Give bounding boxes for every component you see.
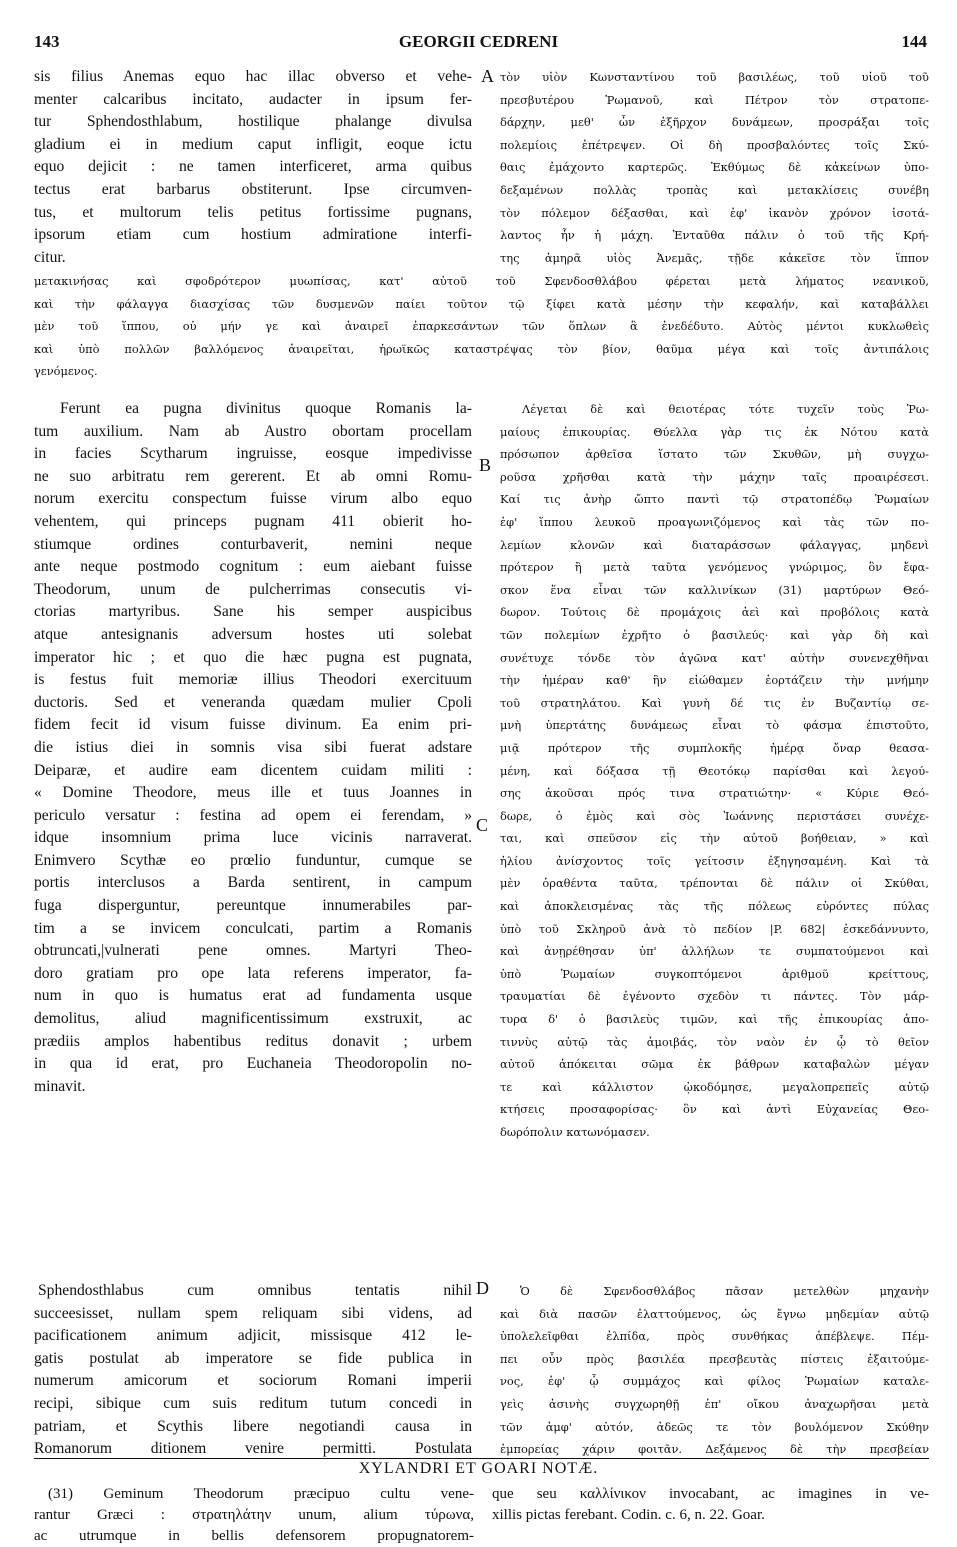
note-line: (31) Geminum Theodorum præcipuo cultu vene- <box>48 1486 474 1502</box>
greek-line: της ἀμηρᾶ υἱὸς Ἀνεμᾶς, τῇδε κἀκεῖσε τὸν ἵππον <box>500 250 929 265</box>
greek-line: τυρα δ' ὁ βασιλεὺς τιμῶν, καὶ τῆς ἐπικουρίας ἀπο- <box>500 1012 929 1027</box>
latin-line: equo dejicit : ne tamen interficeret, arma quibus <box>34 158 472 176</box>
latin-line: tus, et multorum telis petitus fortissime pugnans, <box>34 203 472 221</box>
greek-line: ὑπολελεῖφθαι ἐλπίδα, πρὸς συνθήκας ἀπέβλεψε. Πέμ- <box>500 1329 929 1344</box>
latin-line: succeesisset, nullam spem reliquam sibi videns, ad <box>34 1304 472 1322</box>
latin-line: gatis postulat ab imperatore se fide publica in <box>34 1349 472 1367</box>
latin-line: vehentem, qui princeps pugnam 411 obierit ho- <box>34 512 472 530</box>
greek-line: καὶ διὰ πασῶν ἐλαττούμενος, ὡς ἔγνω μηδεμίαν αὐτῷ <box>500 1306 929 1321</box>
greek-full-line: καὶ ὑπὸ πολλῶν βαλλόμενος ἀναιρεῖται, ἡρωϊκῶς καταστρέψας τὸν βίον, θαῦμα μέγα καὶ τοῖς ἀντιπάλοις <box>34 341 929 356</box>
middle-greek-column <box>500 398 929 1144</box>
latin-line: numerum amicorum et sociorum Romani imperii <box>34 1372 472 1390</box>
latin-line: fidem fecit id visum fuisse divinum. Ea enim pri- <box>34 716 472 734</box>
greek-line: θαις ἐμάχοντο καρτερῶς. Ἐκθύμως δὲ κἀκείνων ὑπο- <box>500 160 929 175</box>
notes-rule <box>34 1458 929 1459</box>
margin-marker-c: C <box>476 815 489 835</box>
latin-line: Deiparæ, et audire eam dicentem cuidam militi : <box>34 761 472 779</box>
latin-line: ante neque postmodo cognitum : eum aiebant fuisse <box>34 558 472 576</box>
greek-line: νος, ἐφ' ᾧ συμμάχος καὶ φίλος Ῥωμαίων καταλε- <box>500 1374 929 1389</box>
greek-line: τῶν πολεμίων ἐχρῆτο ὁ βασιλεύς· καὶ γὰρ δὴ καὶ <box>500 627 929 642</box>
latin-line: Ferunt ea pugna divinitus quoque Romanis la- <box>60 400 472 417</box>
latin-line: die istius diei in somnis visa sibi fuerat adstare <box>34 738 472 756</box>
greek-line: μνὴ ὑπερτάτης δυνάμεως εἶναι τὸ φάσμα ἐπιστοῦτο, <box>500 718 929 733</box>
latin-line: citur. <box>34 248 66 266</box>
latin-line: tectus erat barbarus obstiterunt. Ipse circumven- <box>34 180 472 198</box>
greek-line: ὑπὸ τοῦ Σκληροῦ ἀνὰ τὸ πεδίον |P. 682| ἐσκεδάννυντο, <box>500 921 929 936</box>
top-latin-column <box>34 66 472 269</box>
greek-line: τοῦ στρατηλάτου. Καὶ γυνὴ δέ τις ἐν Βυζαντίῳ σε- <box>500 695 929 710</box>
greek-line: τε καὶ κάλλιστον ᾠκοδόμησε, μεγαλοπρεπεῖς αὐτῷ <box>500 1079 929 1094</box>
notes-title: XYLANDRI ET GOARI NOTÆ. <box>358 1460 599 1477</box>
latin-line: Romanorum ditionem venire permitti. Postulata <box>34 1440 472 1458</box>
greek-line: λαντος ἦν ἡ μάχη. Ἐνταῦθα πάλιν ὁ τοῦ τῆς Κρή- <box>500 228 929 243</box>
greek-line: πει οὖν πρὸς βασιλέα πρεσβευτὰς πίστεις ἐξαιτούμε- <box>500 1351 929 1366</box>
greek-line: μὲν ὁραθέντα ταῦτα, τρέπονται δὲ πάλιν οἱ Σκύθαι, <box>500 876 929 891</box>
middle-latin-column <box>34 398 472 1098</box>
greek-line: γεὶς ἀσινὴς συγχωρηθῇ ἐπ' οἴκου ἀναχωρῆσαι μετὰ <box>500 1396 929 1411</box>
note-line: rantur Græci : στρατηλάτην unum, alium τύρωνα, <box>34 1507 474 1523</box>
greek-line: ἡλίου ἀνίσχοντος τοῖς γείτοσιν ἐξηγησαμένη. Καὶ τὰ <box>500 853 929 868</box>
latin-line: demolitus, aliud magnificentissimum exstruxit, ac <box>34 1010 472 1028</box>
latin-line: obtruncati,|vulnerati pene omnes. Martyri Theo- <box>34 942 472 960</box>
greek-full-line: μετακινήσας καὶ σφοδρότερον μυωπίσας, κατ' αὐτοῦ τοῦ Σφενδοσθλάβου φέρεται μετὰ λήματος νεανικοῦ, <box>34 274 929 288</box>
latin-line: in qua id erat, pro Euchaneia Theodoropolin no- <box>34 1055 472 1073</box>
latin-line: gladium ei in medium caput infligit, eoque ictu <box>34 135 472 153</box>
greek-line: μαίους ἐπικουρίας. Θύελλα γὰρ τις ἐκ Νότου κατὰ <box>500 424 929 439</box>
latin-line: minavit. <box>34 1077 86 1095</box>
latin-line: in facies Scytharum ingruisse, eosque impedivisse <box>34 445 472 463</box>
latin-line: prædiis amplos habentibus reditus donavit ; urbem <box>34 1032 472 1050</box>
latin-line: patriam, et Scythis libere negotiandi causa in <box>34 1417 472 1435</box>
note-line: xillis pictas ferebant. Codin. c. 6, n. 22. Goar. <box>492 1507 765 1523</box>
latin-line: periculo versatur : festina ad opem ei ferendam, » <box>34 806 472 824</box>
latin-line: ctorias martyribus. Sane his semper auspicibus <box>34 603 472 621</box>
greek-full-line: μὲν τοῦ ἵππου, οὐ μήν γε καὶ ἀναιρεῖ ἐπαρκεσάντων τῶν ὅπλων ἃ ἐνεδέδυτο. Αὐτὸς μέντοι κυκλωθεὶς <box>34 319 929 334</box>
latin-line: Enimvero Scythæ eo prœlio funduntur, cumque se <box>34 851 472 869</box>
greek-line: ὑπὸ Ῥωμαίων συγκοπτόμενοι ἀριθμοῦ κρείττους, <box>500 966 929 981</box>
page-number-left: 143 <box>34 32 60 51</box>
greek-line: ροῦσα χρῆσθαι κατὰ τὴν μάχην ταῖς προαιρέσεσι. <box>500 469 929 484</box>
margin-marker-a: A <box>481 66 494 86</box>
greek-line: δωρόπολιν κατωνόμασεν. <box>500 1125 650 1139</box>
latin-line: menter calcaribus incitato, audacter in ipsum fer- <box>34 90 472 108</box>
greek-line: πρόσωπον ἀρθεῖσα ἵστατο τῶν Σκυθῶν, μὴ συγχω- <box>500 447 929 462</box>
latin-line: imperator hic ; et quo die hæc pugna est pugnata, <box>34 648 472 666</box>
greek-line: δωρε, ὁ ἐμὸς καὶ σὸς Ἰωάννης περιστάσει συνέχε- <box>500 808 929 823</box>
greek-line: τὸν υἱὸν Κωνσταντίνου τοῦ βασιλέως, τοῦ υἱοῦ τοῦ <box>500 70 929 84</box>
latin-line: norum exercitu conspectum fuisse virum albo equo <box>34 490 472 508</box>
latin-line: recipi, sibique cum suis reditum tutum concedi in <box>34 1394 472 1412</box>
running-title: GEORGII CEDRENI <box>398 32 559 51</box>
lower-greek-column <box>500 1280 929 1461</box>
latin-line: ne suo arbitratu rem gererent. Et ab omni Romu- <box>34 467 472 485</box>
greek-line: ται, καὶ σπεῦσον εἰς τὴν αὐτοῦ βοήθειαν, » καὶ <box>500 831 929 846</box>
latin-line: pacificationem animum adjicit, missisque 412 le- <box>34 1327 472 1345</box>
greek-line: τραυματίαι δὲ ἐγένοντο σχεδὸν τι πάντες. Τὸν μάρ- <box>500 989 929 1004</box>
latin-line: idque insomnium prima luce vicinis narraverat. <box>34 829 472 847</box>
full-width-greek-block <box>34 270 929 383</box>
latin-line: ipsorum etiam cum hostium admiratione interfi- <box>34 226 472 244</box>
greek-line: πρεσβυτέρου Ῥωμανοῦ, καὶ Πέτρον τὸν στρατοπε- <box>500 92 929 107</box>
latin-line: Sphendosthlabus cum omnibus tentatis nihil <box>38 1282 472 1299</box>
greek-line: ἐφ' ἵππου λευκοῦ προαγωνιζόμενος καὶ τὰς τῶν πο- <box>500 514 929 529</box>
greek-line: καὶ ἀνῃρέθησαν ὑπ' ἀλλήλων τε συμπατούμενοι καὶ <box>500 944 929 959</box>
greek-line: ἐμπορείας χάριν φοιτᾶν. Δεξάμενος δὲ τὴν πρεσβείαν <box>500 1442 929 1457</box>
greek-line: δεξαμένων πολλὰς τροπὰς καὶ μετακλίσεις συνέβη <box>500 182 929 197</box>
greek-line: μένη, καὶ δόξασα τῇ Θεοτόκῳ παρίσθαι καὶ λεγού- <box>500 763 929 778</box>
greek-line: τῶν ἀμφ' αὐτόν, ἀδεῶς τε τὸν βουλόμενον Σκύθην <box>500 1419 929 1434</box>
greek-line: καὶ ἀποκλεισμένας τὰς τῆς πόλεως εὑρόντες πύλας <box>500 899 929 914</box>
latin-line: sis filius Anemas equo hac illac obverso et vehe- <box>34 68 472 85</box>
latin-line: tim a se invicem conculcati, partim a Romanis <box>34 919 472 937</box>
greek-line: δάρχην, μεθ' ὧν ἐξῆρχον δυνάμεων, προσράξαι τοῖς <box>500 115 929 130</box>
greek-full-line: γενόμενος. <box>34 364 98 379</box>
greek-line: πολεμίοις ἐπέτρεψεν. Οἱ δὴ προσβαλόντες τοῖς Σκύ- <box>500 137 929 152</box>
margin-marker-d: D <box>476 1278 489 1298</box>
greek-line: κτήσεις προσαφορίσας· ὃν καὶ ἀντὶ Εὐχανείας Θεο- <box>500 1102 929 1117</box>
latin-line: num in quo is humatus erat ad fundamenta usque <box>34 987 472 1005</box>
note-line: que seu καλλίνικον invocabant, ac imagines in ve- <box>492 1486 929 1502</box>
latin-line: portis interclusos a Barda sentirent, in campum <box>34 874 472 892</box>
notes-right-column <box>492 1484 929 1526</box>
page-number-right: 144 <box>901 32 927 51</box>
greek-line: Καί τις ἀνὴρ ὤπτο παντὶ τῷ στρατοπέδῳ Ῥωμαίων <box>500 492 929 507</box>
lower-latin-column <box>34 1280 472 1461</box>
latin-line: Theodorum, unum de pulcherrimas consecutis vi- <box>34 580 472 598</box>
latin-line: tur Sphendosthlabum, hostilique phalange divulsa <box>34 113 472 131</box>
greek-line: σης ἀκοῦσαι πρός τινα στρατιώτην· « Κύριε Θεό- <box>500 786 929 801</box>
top-greek-column <box>500 66 929 269</box>
latin-line: fuga disperguntur, pereuntque innumerabiles par- <box>34 897 472 915</box>
latin-line: tum auxilium. Nam ab Austro obortam procellam <box>34 422 472 440</box>
margin-marker-b: B <box>479 455 492 475</box>
notes-left-column <box>34 1484 474 1547</box>
latin-line: atque antesignanis adversum hostes uti solebat <box>34 625 472 643</box>
latin-line: doro gratiam pro ope lata referens imperator, fa- <box>34 964 472 982</box>
latin-line: stiumque ordines conturbaverit, nemini neque <box>34 535 472 553</box>
greek-line: λεμίων κλονῶν καὶ διαταράσσων φάλαγγας, μηδενὶ <box>500 537 929 552</box>
greek-line: τὴν ἡμέραν καθ' ἣν εἰώθαμεν ἑορτάζειν τὴν μνήμην <box>500 673 929 688</box>
greek-line: σκον ἕνα εἶναι τῶν καλλινίκων (31) μαρτύρων Θεό- <box>500 582 929 597</box>
greek-line: Ὁ δὲ Σφενδοσθλάβος πᾶσαν μετελθὼν μηχανὴν <box>520 1284 929 1298</box>
latin-line: « Domine Theodore, meus ille et tuus Joannes in <box>34 784 472 802</box>
greek-line: τιννὺς αὐτῷ τὰς ἀμοιβάς, τὸν ναὸν ἐν ᾧ τὸ θεῖον <box>500 1034 929 1049</box>
greek-line: δωρον. Τούτοις δὲ προμάχοις ἀεὶ καὶ προβόλοις κατὰ <box>500 605 929 620</box>
greek-line: πρότερον ἢ μετὰ ταῦτα γενόμενος γνώριμος, ὃν ἔφα- <box>500 560 929 575</box>
greek-line: αὐτοῦ ἀπόκειται σῶμα ἐκ βάθρων καταβαλὼν μέγαν <box>500 1057 929 1072</box>
latin-line: ductoris. Sed et veneranda quædam mulier Cpoli <box>34 693 472 711</box>
greek-line: συνέτυχε τόνδε τὸν ἀγῶνα κατ' αὐτὴν συνενεχθῆναι <box>500 650 929 665</box>
latin-line: is festus fuit memoriæ illius Theodori exercituum <box>34 671 472 689</box>
greek-full-line: καὶ τὴν φάλαγγα διασχίσας τῶν δυσμενῶν παίει τοῦτον τῷ ξίφει κατὰ μέσην τὴν κεφαλήν, καὶ καταβάλλει <box>34 296 929 311</box>
greek-line: μιᾷ πρότερον τῆς συμπλοκῆς ἡμέρᾳ ὄναρ θεασα- <box>500 740 929 755</box>
greek-line: τὸν πόλεμον δέξασθαι, καὶ ἐφ' ἱκανὸν χρόνον ἰσοτά- <box>500 205 929 220</box>
note-line: ac utrumque in bellis defensorem propugnatorem- <box>34 1528 474 1544</box>
greek-line: Λέγεται δὲ καὶ θειοτέρας τότε τυχεῖν τοὺς Ῥω- <box>522 402 929 416</box>
